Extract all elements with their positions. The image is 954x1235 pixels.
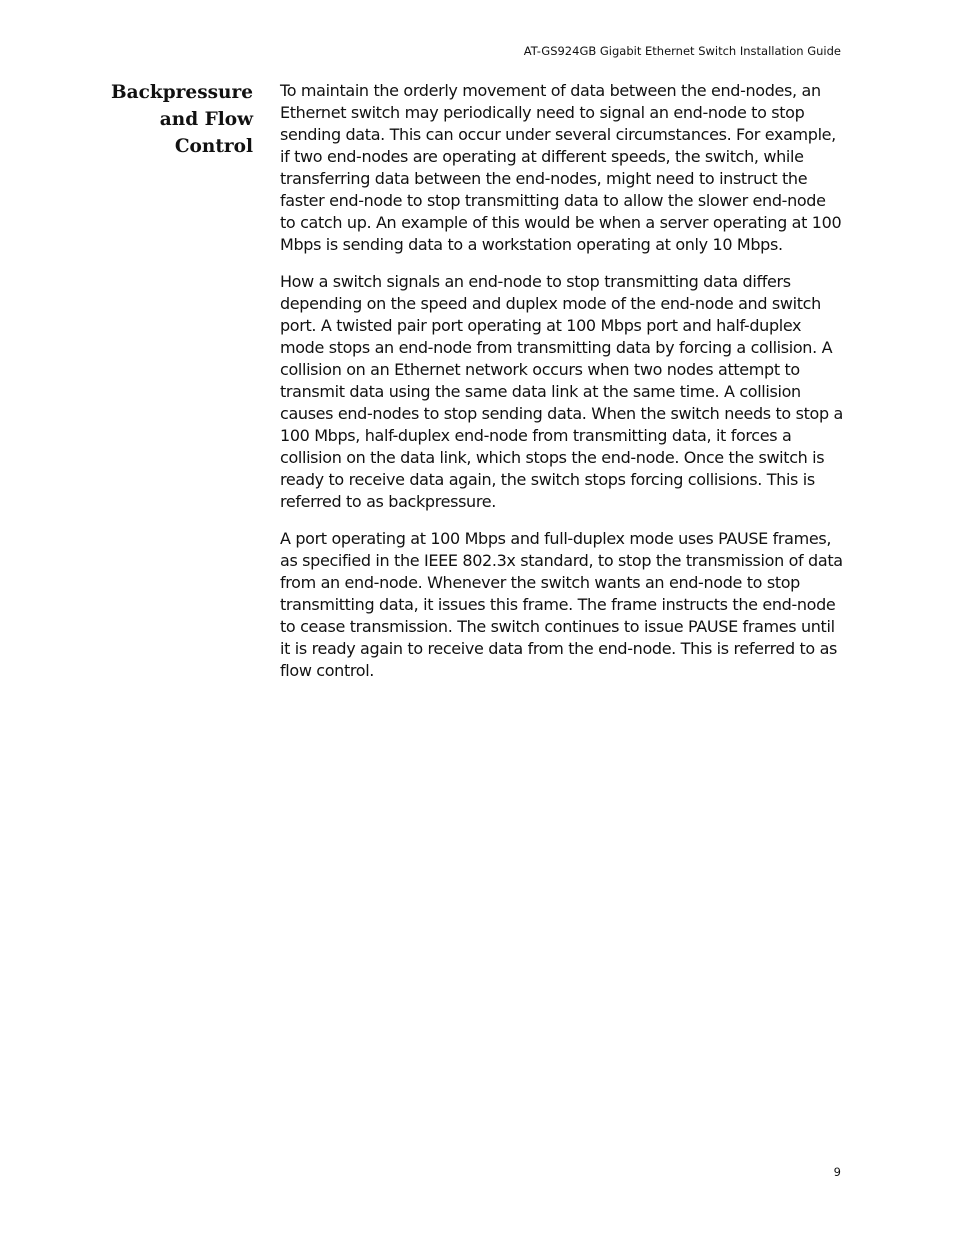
page-number: 9 xyxy=(833,1165,841,1179)
paragraph-backpressure-intro xyxy=(280,80,840,256)
text-line: if two end-nodes are operating at different speeds, the switch, while xyxy=(280,147,804,166)
text-line: transferring data between the end-nodes, might need to instruct the xyxy=(280,169,808,188)
paragraph-backpressure-explanation xyxy=(280,271,843,513)
text-line: to catch up. An example of this would be when a server operating at 100 xyxy=(280,213,842,232)
text-line: faster end-node to stop transmitting data to allow the slower end-node xyxy=(280,191,826,210)
text-line: collision on an Ethernet network occurs when two nodes attempt to xyxy=(280,360,800,379)
paragraph-flow-control xyxy=(280,528,843,682)
section-heading-line: Backpressure xyxy=(111,82,253,103)
text-line: To maintain the orderly movement of data between the end-nodes, an xyxy=(280,81,821,100)
section-heading-line: Control xyxy=(174,136,253,157)
text-line: 100 Mbps, half-duplex end-node from transmitting data, it forces a xyxy=(280,426,792,445)
text-line: referred to as backpressure. xyxy=(280,492,496,511)
text-line: flow control. xyxy=(280,661,375,680)
text-line: How a switch signals an end-node to stop transmitting data differs xyxy=(280,272,791,291)
text-line: as specified in the IEEE 802.3x standard, to stop the transmission of data xyxy=(280,551,843,570)
text-line: transmitting data, it issues this frame. The frame instructs the end-node xyxy=(280,595,836,614)
text-line: Ethernet switch may periodically need to signal an end-node to stop xyxy=(280,103,805,122)
text-line: collision on the data link, which stops the end-node. Once the switch is xyxy=(280,448,825,467)
text-line: it is ready again to receive data from the end-node. This is referred to as xyxy=(280,639,838,658)
text-line: depending on the speed and duplex mode of the end-node and switch xyxy=(280,294,821,313)
text-line: from an end-node. Whenever the switch wants an end-node to stop xyxy=(280,573,800,592)
text-line: causes end-nodes to stop sending data. When the switch needs to stop a xyxy=(280,404,843,423)
section-heading-line: and Flow xyxy=(159,109,253,130)
text-line: port. A twisted pair port operating at 100 Mbps port and half-duplex xyxy=(280,316,802,335)
text-line: mode stops an end-node from transmitting data by forcing a collision. A xyxy=(280,338,833,357)
text-line: to cease transmission. The switch continues to issue PAUSE frames until xyxy=(280,617,835,636)
text-line: sending data. This can occur under several circumstances. For example, xyxy=(280,125,836,144)
text-line: Mbps is sending data to a workstation operating at only 10 Mbps. xyxy=(280,235,783,254)
text-line: transmit data using the same data link at the same time. A collision xyxy=(280,382,801,401)
section-heading xyxy=(60,79,253,160)
text-line: ready to receive data again, the switch stops forcing collisions. This is xyxy=(280,470,815,489)
body-text xyxy=(280,80,843,697)
text-line: A port operating at 100 Mbps and full-duplex mode uses PAUSE frames, xyxy=(280,529,832,548)
running-header: AT-GS924GB Gigabit Ethernet Switch Installation Guide xyxy=(523,44,841,58)
